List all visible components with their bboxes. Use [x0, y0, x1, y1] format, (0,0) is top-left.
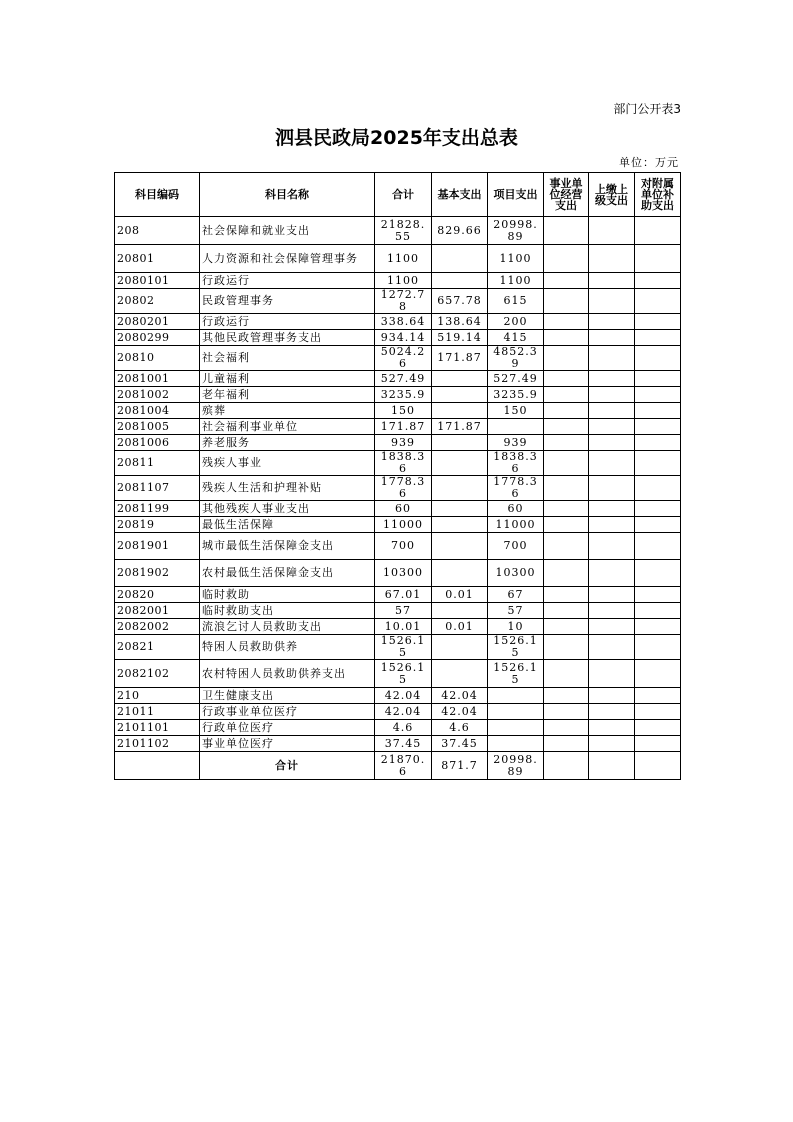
- row-code: 2082001: [115, 603, 200, 619]
- table-row: [115, 736, 681, 752]
- row-upper: [589, 451, 635, 476]
- row-enterprise: [544, 330, 589, 346]
- row-upper: [589, 346, 635, 371]
- row-name: 行政运行: [200, 273, 375, 289]
- total-row: [115, 752, 681, 780]
- row-enterprise: [544, 289, 589, 314]
- total-total: 21870.6: [375, 752, 432, 780]
- row-total: 42.04: [375, 688, 432, 704]
- row-total: 939: [375, 435, 432, 451]
- row-project: [488, 704, 544, 720]
- row-total: 3235.9: [375, 387, 432, 403]
- table-row: [115, 217, 681, 245]
- row-upper: [589, 419, 635, 435]
- row-basic: 138.64: [432, 314, 488, 330]
- row-code: 2082102: [115, 660, 200, 688]
- total-subsidy: [635, 752, 681, 780]
- row-upper: [589, 245, 635, 273]
- table-row: [115, 419, 681, 435]
- row-name: 残疾人事业: [200, 451, 375, 476]
- row-upper: [589, 560, 635, 587]
- header-project: 项目支出: [488, 173, 544, 217]
- row-code: 2101101: [115, 720, 200, 736]
- row-upper: [589, 217, 635, 245]
- row-enterprise: [544, 517, 589, 533]
- row-name: 特困人员救助供养: [200, 635, 375, 660]
- row-total: 4.6: [375, 720, 432, 736]
- row-project: 615: [488, 289, 544, 314]
- header-name: 科目名称: [200, 173, 375, 217]
- table-row: [115, 660, 681, 688]
- row-basic: 42.04: [432, 704, 488, 720]
- row-project: 3235.9: [488, 387, 544, 403]
- row-total: 934.14: [375, 330, 432, 346]
- row-project: 57: [488, 603, 544, 619]
- row-basic: 829.66: [432, 217, 488, 245]
- table-row: [115, 533, 681, 560]
- row-project: 1526.15: [488, 660, 544, 688]
- page-title: 泗县民政局2025年支出总表: [275, 127, 518, 149]
- row-total: 1272.78: [375, 289, 432, 314]
- row-code: 20821: [115, 635, 200, 660]
- table-row: [115, 560, 681, 587]
- row-subsidy: [635, 619, 681, 635]
- row-subsidy: [635, 273, 681, 289]
- row-total: 67.01: [375, 587, 432, 603]
- row-upper: [589, 660, 635, 688]
- row-enterprise: [544, 704, 589, 720]
- row-subsidy: [635, 346, 681, 371]
- row-basic: [432, 603, 488, 619]
- row-project: [488, 720, 544, 736]
- row-subsidy: [635, 635, 681, 660]
- table-row: [115, 603, 681, 619]
- row-total: 10.01: [375, 619, 432, 635]
- row-enterprise: [544, 346, 589, 371]
- row-name: 其他残疾人事业支出: [200, 501, 375, 517]
- row-code: 20801: [115, 245, 200, 273]
- row-code: 2081902: [115, 560, 200, 587]
- row-project: 4852.39: [488, 346, 544, 371]
- row-enterprise: [544, 403, 589, 419]
- row-subsidy: [635, 419, 681, 435]
- row-code: 2080201: [115, 314, 200, 330]
- row-total: 527.49: [375, 371, 432, 387]
- row-code: 2081001: [115, 371, 200, 387]
- row-subsidy: [635, 476, 681, 501]
- row-upper: [589, 635, 635, 660]
- row-code: 2081199: [115, 501, 200, 517]
- row-code: 210: [115, 688, 200, 704]
- row-basic: 171.87: [432, 419, 488, 435]
- row-project: 67: [488, 587, 544, 603]
- row-upper: [589, 501, 635, 517]
- row-project: 10300: [488, 560, 544, 587]
- row-name: 社会福利事业单位: [200, 419, 375, 435]
- row-upper: [589, 289, 635, 314]
- row-basic: [432, 560, 488, 587]
- row-code: 208: [115, 217, 200, 245]
- row-project: 20998.89: [488, 217, 544, 245]
- header-enterprise: 事业单位经营支出: [544, 173, 589, 217]
- row-project: 1526.15: [488, 635, 544, 660]
- row-project: 10: [488, 619, 544, 635]
- table-row: [115, 245, 681, 273]
- table-row: [115, 704, 681, 720]
- total-basic: 871.7: [432, 752, 488, 780]
- row-basic: [432, 476, 488, 501]
- row-name: 残疾人生活和护理补贴: [200, 476, 375, 501]
- row-code: 2081002: [115, 387, 200, 403]
- row-project: 939: [488, 435, 544, 451]
- row-code: 2081107: [115, 476, 200, 501]
- row-upper: [589, 403, 635, 419]
- row-enterprise: [544, 371, 589, 387]
- row-project: [488, 419, 544, 435]
- header-upper: 上缴上级支出: [589, 173, 635, 217]
- row-code: 20810: [115, 346, 200, 371]
- row-project: 200: [488, 314, 544, 330]
- row-basic: [432, 635, 488, 660]
- row-code: 2082002: [115, 619, 200, 635]
- table-row: [115, 587, 681, 603]
- unit-label: 单位：万元: [619, 156, 679, 169]
- table-row: [115, 517, 681, 533]
- row-upper: [589, 587, 635, 603]
- row-name: 人力资源和社会保障管理事务: [200, 245, 375, 273]
- row-name: 城市最低生活保障金支出: [200, 533, 375, 560]
- row-project: 11000: [488, 517, 544, 533]
- row-total: 338.64: [375, 314, 432, 330]
- row-basic: 0.01: [432, 587, 488, 603]
- row-basic: [432, 403, 488, 419]
- row-subsidy: [635, 435, 681, 451]
- row-enterprise: [544, 273, 589, 289]
- row-total: 21828.55: [375, 217, 432, 245]
- expenditure-table: [114, 172, 681, 780]
- row-upper: [589, 517, 635, 533]
- table-row: [115, 371, 681, 387]
- total-label: 合计: [200, 752, 375, 780]
- table-row: [115, 619, 681, 635]
- header-basic: 基本支出: [432, 173, 488, 217]
- row-enterprise: [544, 736, 589, 752]
- row-project: 1100: [488, 273, 544, 289]
- row-enterprise: [544, 603, 589, 619]
- row-total: 1778.36: [375, 476, 432, 501]
- row-basic: [432, 435, 488, 451]
- row-upper: [589, 476, 635, 501]
- table-row: [115, 314, 681, 330]
- row-enterprise: [544, 314, 589, 330]
- row-subsidy: [635, 451, 681, 476]
- row-subsidy: [635, 517, 681, 533]
- row-project: 1100: [488, 245, 544, 273]
- row-code: 20819: [115, 517, 200, 533]
- row-upper: [589, 387, 635, 403]
- row-code: 2080101: [115, 273, 200, 289]
- row-total: 1100: [375, 245, 432, 273]
- row-enterprise: [544, 720, 589, 736]
- row-total: 57: [375, 603, 432, 619]
- row-subsidy: [635, 660, 681, 688]
- total-upper: [589, 752, 635, 780]
- row-code: 2081005: [115, 419, 200, 435]
- row-total: 1100: [375, 273, 432, 289]
- total-project: 20998.89: [488, 752, 544, 780]
- row-basic: 37.45: [432, 736, 488, 752]
- row-code: 20802: [115, 289, 200, 314]
- row-enterprise: [544, 688, 589, 704]
- row-subsidy: [635, 245, 681, 273]
- row-project: [488, 736, 544, 752]
- table-number: 部门公开表3: [613, 102, 681, 116]
- row-name: 行政运行: [200, 314, 375, 330]
- row-name: 社会保障和就业支出: [200, 217, 375, 245]
- table-row: [115, 387, 681, 403]
- row-name: 行政单位医疗: [200, 720, 375, 736]
- total-code-cell: [115, 752, 200, 780]
- row-code: 2081004: [115, 403, 200, 419]
- row-name: 社会福利: [200, 346, 375, 371]
- row-total: 11000: [375, 517, 432, 533]
- row-upper: [589, 435, 635, 451]
- row-project: 150: [488, 403, 544, 419]
- row-project: 527.49: [488, 371, 544, 387]
- row-subsidy: [635, 330, 681, 346]
- row-name: 临时救助: [200, 587, 375, 603]
- row-name: 卫生健康支出: [200, 688, 375, 704]
- row-total: 1838.36: [375, 451, 432, 476]
- row-subsidy: [635, 217, 681, 245]
- table-row: [115, 451, 681, 476]
- row-name: 事业单位医疗: [200, 736, 375, 752]
- row-upper: [589, 688, 635, 704]
- row-name: 临时救助支出: [200, 603, 375, 619]
- row-subsidy: [635, 501, 681, 517]
- table-row: [115, 688, 681, 704]
- row-code: 21011: [115, 704, 200, 720]
- row-enterprise: [544, 476, 589, 501]
- row-basic: 4.6: [432, 720, 488, 736]
- row-upper: [589, 371, 635, 387]
- row-total: 171.87: [375, 419, 432, 435]
- row-subsidy: [635, 736, 681, 752]
- row-basic: [432, 273, 488, 289]
- row-basic: 42.04: [432, 688, 488, 704]
- row-basic: [432, 660, 488, 688]
- row-enterprise: [544, 533, 589, 560]
- row-enterprise: [544, 245, 589, 273]
- row-basic: 171.87: [432, 346, 488, 371]
- row-basic: [432, 501, 488, 517]
- row-subsidy: [635, 533, 681, 560]
- row-enterprise: [544, 660, 589, 688]
- row-total: 5024.26: [375, 346, 432, 371]
- row-upper: [589, 720, 635, 736]
- row-enterprise: [544, 619, 589, 635]
- row-basic: [432, 517, 488, 533]
- row-subsidy: [635, 314, 681, 330]
- row-subsidy: [635, 371, 681, 387]
- row-upper: [589, 330, 635, 346]
- table-row: [115, 289, 681, 314]
- row-total: 10300: [375, 560, 432, 587]
- row-code: 20820: [115, 587, 200, 603]
- row-total: 1526.15: [375, 660, 432, 688]
- row-project: 700: [488, 533, 544, 560]
- row-name: 民政管理事务: [200, 289, 375, 314]
- row-upper: [589, 619, 635, 635]
- row-total: 700: [375, 533, 432, 560]
- row-code: 2081006: [115, 435, 200, 451]
- total-enterprise: [544, 752, 589, 780]
- row-enterprise: [544, 387, 589, 403]
- row-project: 1778.36: [488, 476, 544, 501]
- row-name: 儿童福利: [200, 371, 375, 387]
- row-enterprise: [544, 451, 589, 476]
- row-upper: [589, 273, 635, 289]
- row-code: 20811: [115, 451, 200, 476]
- row-enterprise: [544, 587, 589, 603]
- row-code: 2080299: [115, 330, 200, 346]
- row-basic: [432, 387, 488, 403]
- table-row: [115, 346, 681, 371]
- row-name: 流浪乞讨人员救助支出: [200, 619, 375, 635]
- row-total: 37.45: [375, 736, 432, 752]
- row-subsidy: [635, 587, 681, 603]
- row-name: 最低生活保障: [200, 517, 375, 533]
- row-subsidy: [635, 704, 681, 720]
- row-upper: [589, 704, 635, 720]
- row-basic: 519.14: [432, 330, 488, 346]
- row-upper: [589, 314, 635, 330]
- row-name: 农村最低生活保障金支出: [200, 560, 375, 587]
- row-code: 2081901: [115, 533, 200, 560]
- row-name: 养老服务: [200, 435, 375, 451]
- row-name: 其他民政管理事务支出: [200, 330, 375, 346]
- table-row: [115, 635, 681, 660]
- row-name: 老年福利: [200, 387, 375, 403]
- row-enterprise: [544, 501, 589, 517]
- header-total: 合计: [375, 173, 432, 217]
- row-project: [488, 688, 544, 704]
- row-name: 行政事业单位医疗: [200, 704, 375, 720]
- row-enterprise: [544, 419, 589, 435]
- row-code: 2101102: [115, 736, 200, 752]
- row-name: 农村特困人员救助供养支出: [200, 660, 375, 688]
- row-upper: [589, 736, 635, 752]
- table-row: [115, 330, 681, 346]
- header-subsidy: 对附属单位补助支出: [635, 173, 681, 217]
- header-code: 科目编码: [115, 173, 200, 217]
- row-total: 60: [375, 501, 432, 517]
- row-project: 415: [488, 330, 544, 346]
- table-row: [115, 435, 681, 451]
- row-subsidy: [635, 560, 681, 587]
- row-project: 1838.36: [488, 451, 544, 476]
- header-row: [115, 173, 681, 217]
- row-basic: 0.01: [432, 619, 488, 635]
- row-subsidy: [635, 403, 681, 419]
- row-basic: [432, 245, 488, 273]
- row-subsidy: [635, 387, 681, 403]
- table-row: [115, 720, 681, 736]
- row-basic: [432, 371, 488, 387]
- row-upper: [589, 533, 635, 560]
- row-subsidy: [635, 289, 681, 314]
- row-upper: [589, 603, 635, 619]
- row-basic: [432, 533, 488, 560]
- row-subsidy: [635, 603, 681, 619]
- row-name: 殡葬: [200, 403, 375, 419]
- row-enterprise: [544, 560, 589, 587]
- row-enterprise: [544, 635, 589, 660]
- row-basic: [432, 451, 488, 476]
- row-total: 1526.15: [375, 635, 432, 660]
- row-enterprise: [544, 435, 589, 451]
- table-row: [115, 476, 681, 501]
- row-total: 150: [375, 403, 432, 419]
- row-project: 60: [488, 501, 544, 517]
- row-subsidy: [635, 688, 681, 704]
- table-row: [115, 403, 681, 419]
- row-enterprise: [544, 217, 589, 245]
- table-row: [115, 501, 681, 517]
- table-row: [115, 273, 681, 289]
- row-subsidy: [635, 720, 681, 736]
- row-basic: 657.78: [432, 289, 488, 314]
- row-total: 42.04: [375, 704, 432, 720]
